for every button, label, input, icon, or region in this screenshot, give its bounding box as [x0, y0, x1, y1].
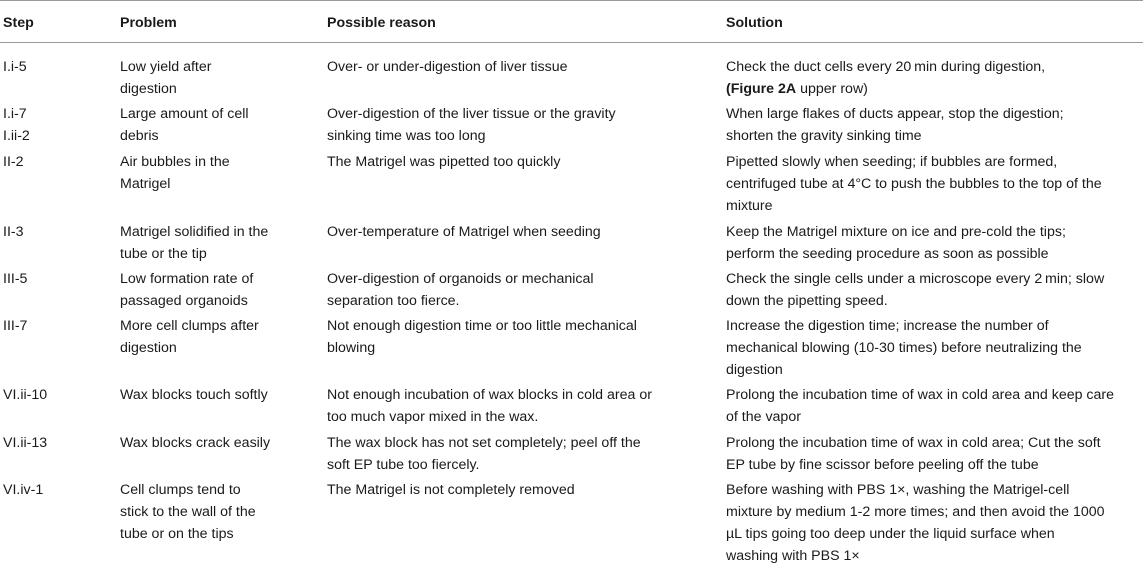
reason-cell: Not enough digestion time or too little mechanical blowing [327, 318, 637, 356]
header-solution: Solution [726, 15, 783, 31]
solution-cell: Keep the Matrigel mixture on ice and pre-cold the tips; perform the seeding procedure as soon as possible [726, 224, 1066, 262]
solution-cell: When large flakes of ducts appear, stop the digestion; shorten the gravity sinking time [726, 106, 1064, 144]
step-cell: VI.iv-1 [3, 482, 44, 498]
solution-cell: Pipetted slowly when seeding; if bubbles are formed, centrifuged tube at 4°C to push the bubbles to the top of the mixture [726, 154, 1102, 214]
step-cell: II-3 [3, 224, 24, 240]
solution-cell: Prolong the incubation time of wax in cold area; Cut the soft EP tube by fine scissor before peeling off the tube [726, 435, 1101, 473]
reason-cell: Over-digestion of the liver tissue or the gravity sinking time was too long [327, 106, 616, 144]
problem-cell: Cell clumps tend to stick to the wall of the tube or on the tips [120, 482, 256, 542]
solution-cell: Check the duct cells every 20 min during digestion, (Figure 2A upper row) [726, 59, 1046, 97]
step-cell: VI.ii-10 [3, 387, 48, 403]
solution-cell: Increase the digestion time; increase the number of mechanical blowing (10-30 times) before neutralizing the digestion [726, 318, 1082, 378]
problem-cell: Large amount of cell debris [120, 106, 249, 144]
figure-reference[interactable]: (Figure 2A [726, 81, 797, 97]
reason-cell: The Matrigel was pipetted too quickly [327, 154, 561, 170]
step-cell: III-7 [3, 318, 28, 334]
problem-cell: Wax blocks touch softly [120, 387, 268, 403]
problem-cell: Low yield after digestion [120, 59, 212, 97]
step-cell: III-5 [3, 271, 28, 287]
step-cell: I.i-5 [3, 59, 27, 75]
problem-cell: Low formation rate of passaged organoids [120, 271, 254, 309]
header-step: Step [3, 15, 34, 31]
solution-cell: Check the single cells under a microscope every 2 min; slow down the pipetting speed. [726, 271, 1105, 309]
problem-cell: Matrigel solidified in the tube or the tip [120, 224, 269, 262]
problem-cell: Air bubbles in the Matrigel [120, 154, 230, 192]
reason-cell: Over-digestion of organoids or mechanical separation too fierce. [327, 271, 594, 309]
reason-cell: Not enough incubation of wax blocks in cold area or too much vapor mixed in the wax. [327, 387, 652, 425]
solution-cell: Prolong the incubation time of wax in cold area and keep care of the vapor [726, 387, 1115, 425]
header-possible-reason: Possible reason [327, 15, 436, 31]
reason-cell: The wax block has not set completely; peel off the soft EP tube too fiercely. [327, 435, 641, 473]
problem-cell: More cell clumps after digestion [120, 318, 259, 356]
problem-cell: Wax blocks crack easily [120, 435, 271, 451]
header-problem: Problem [120, 15, 177, 31]
step-cell: II-2 [3, 154, 24, 170]
step-cell: I.i-7 I.ii-2 [3, 106, 30, 144]
table-header [0, 1, 1143, 43]
reason-cell: The Matrigel is not completely removed [327, 482, 575, 498]
reason-cell: Over-temperature of Matrigel when seeding [327, 224, 601, 240]
step-cell: VI.ii-13 [3, 435, 48, 451]
solution-cell: Before washing with PBS 1×, washing the Matrigel-cell mixture by medium 1-2 more times; and then avoid the 1000 µL tips going too deep under the liquid surface when washing with PBS 1× [726, 482, 1105, 564]
reason-cell: Over- or under-digestion of liver tissue [327, 59, 568, 75]
